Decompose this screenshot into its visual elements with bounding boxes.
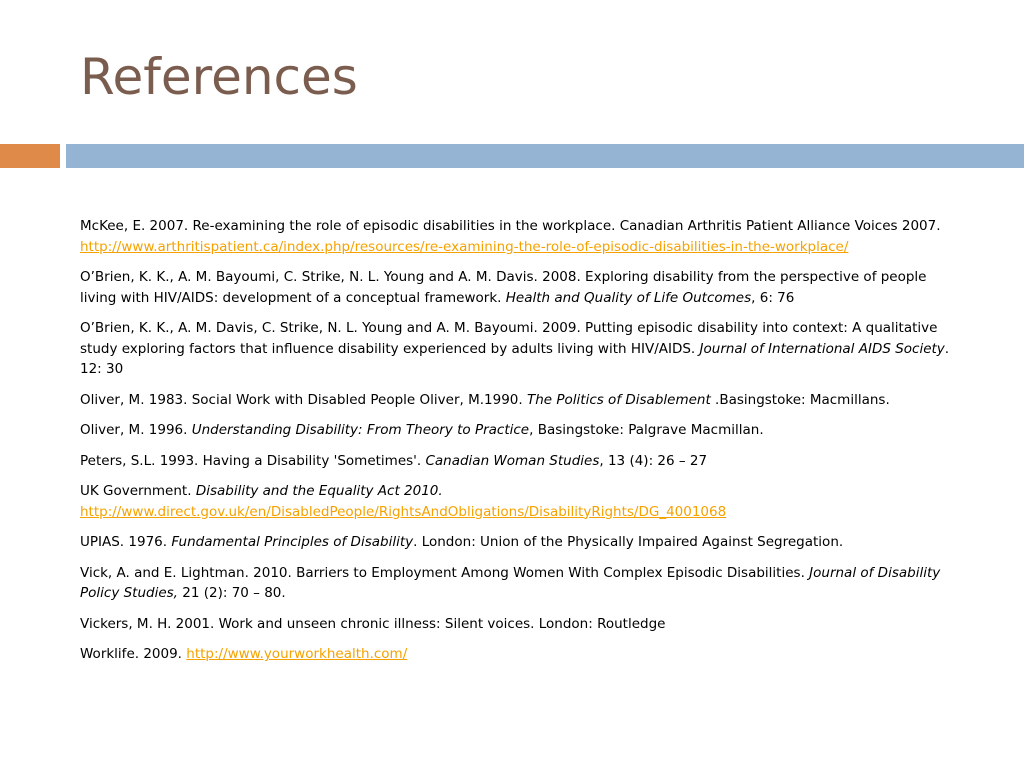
reference-text: O’Brien, K. K., A. M. Bayoumi, C. Strike, N. L. Young and A. M. Davis. 2008. Exploring disability from the perspective of people living with HIV/AIDS: development of a conceptual framework. — [80, 269, 927, 306]
reference-link[interactable]: http://www.arthritispatient.ca/index.php/resources/re-examining-the-role-of-episodic-disabilities-in-the-workplace/ — [80, 238, 849, 255]
reference-text: Oliver, M. 1983. Social Work with Disabled People Oliver, M.1990. — [80, 391, 527, 408]
reference-journal-title: Canadian Woman Studies — [425, 452, 600, 469]
reference-obrien-2009 — [80, 318, 960, 380]
reference-vickers-2001 — [80, 614, 960, 635]
reference-obrien-2008 — [80, 267, 960, 308]
reference-text: Oliver, M. 1996. — [80, 422, 192, 438]
reference-citation: , 6: 76 — [751, 289, 795, 306]
reference-citation: . 12: 30 — [80, 340, 950, 377]
reference-worklife-2009 — [80, 644, 960, 665]
title-divider-accent — [0, 144, 60, 168]
reference-text: Vick, A. and E. Lightman. 2010. Barriers to Employment Among Women With Complex Episodic Disabilities. — [80, 564, 810, 581]
reference-mckee-2007 — [80, 216, 960, 257]
reference-text: Peters, S.L. 1993. Having a Disability 'Sometimes'. — [80, 452, 426, 469]
reference-peters-1993 — [80, 451, 960, 472]
reference-book-title: Fundamental Principles of Disability — [171, 534, 414, 550]
reference-link[interactable]: http://www.direct.gov.uk/en/DisabledPeople/RightsAndObligations/DisabilityRights/DG_4001068 — [80, 503, 727, 520]
title-divider-bar — [66, 144, 1024, 168]
reference-text: O’Brien, K. K., A. M. Davis, C. Strike, N. L. Young and A. M. Bayoumi. 2009. Putting episodic disability into context: A qualitative study exploring factors that influence disability experienced by adults living with HIV/AIDS. — [80, 320, 938, 357]
reference-book-title: The Politics of Disablement — [526, 391, 711, 408]
reference-oliver-1996 — [80, 420, 960, 441]
reference-journal-title: Journal of Disability Policy Studies, — [80, 564, 941, 601]
reference-oliver-1983 — [80, 390, 960, 411]
reference-uk-government — [80, 481, 960, 522]
reference-citation: 21 (2): 70 – 80. — [177, 585, 286, 601]
reference-text: Vickers, M. H. 2001. Work and unseen chronic illness: Silent voices. London: Routledge — [80, 615, 666, 632]
reference-text: UK Government. — [80, 483, 196, 499]
reference-citation: , 13 (4): 26 – 27 — [599, 452, 708, 469]
reference-vick-2010 — [80, 563, 960, 604]
reference-text: UPIAS. 1976. — [80, 534, 172, 550]
reference-list — [80, 216, 960, 675]
slide-title: References — [80, 48, 358, 106]
reference-citation: , Basingstoke: Palgrave Macmillan. — [529, 422, 764, 438]
reference-upias-1976 — [80, 532, 960, 553]
reference-text: Worklife. 2009. — [80, 646, 187, 662]
reference-journal-title: Journal of International AIDS Society — [699, 340, 945, 357]
reference-citation: .Basingstoke: Macmillans. — [710, 391, 890, 408]
reference-act-title: Disability and the Equality Act 2010. — [195, 483, 443, 499]
reference-journal-title: Health and Quality of Life Outcomes — [505, 289, 752, 306]
reference-book-title: Understanding Disability: From Theory to Practice — [191, 422, 530, 438]
reference-citation: . London: Union of the Physically Impaired Against Segregation. — [413, 534, 844, 550]
reference-text: McKee, E. 2007. Re-examining the role of episodic disabilities in the workplace. Canadian Arthritis Patient Alliance Voices 2007. — [80, 218, 941, 234]
reference-link[interactable]: http://www.yourworkhealth.com/ — [186, 646, 408, 662]
